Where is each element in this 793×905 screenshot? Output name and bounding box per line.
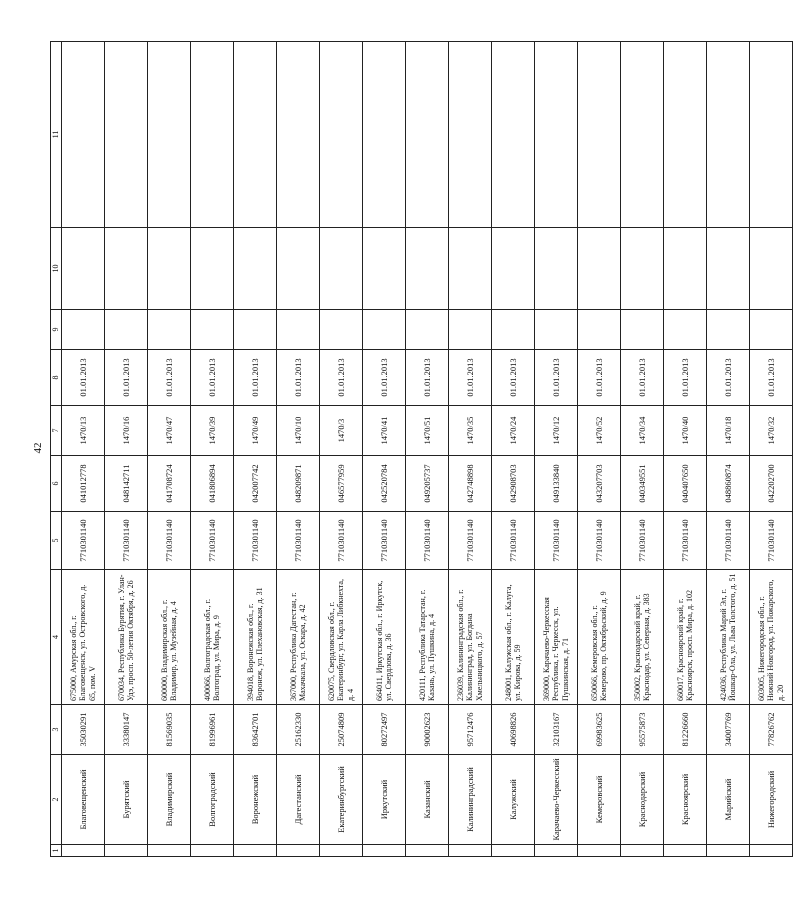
cell-kpp: 046577959 <box>320 456 363 512</box>
cell-empty-11 <box>707 42 750 228</box>
cell-kpp: 042520784 <box>363 456 406 512</box>
cell-address: 369000, Карачаево-Черкесская Республика, г. Черкесск, ул. Пушкинская, д. 71 <box>535 570 578 705</box>
cell-inn: 7710301140 <box>191 512 234 570</box>
cell-empty-11 <box>449 42 492 228</box>
cell-empty-9 <box>449 310 492 350</box>
cell-kpp: 040349551 <box>621 456 664 512</box>
table-row <box>664 42 707 857</box>
cell-kpp: 049205737 <box>406 456 449 512</box>
cell-registration-number: 1470/41 <box>363 406 406 456</box>
cell-address: 600000, Владимирская обл., г. Владимир, ул. Музейная, д. 4 <box>148 570 191 705</box>
table-row <box>320 42 363 857</box>
cell-empty-9 <box>363 310 406 350</box>
cell-index <box>234 845 277 857</box>
cell-okpo: 25074809 <box>320 705 363 755</box>
cell-empty-11 <box>62 42 105 228</box>
cell-branch-name: Владимирский <box>148 755 191 845</box>
cell-branch-name: Красноярский <box>664 755 707 845</box>
cell-branch-name: Воронежский <box>234 755 277 845</box>
cell-empty-11 <box>320 42 363 228</box>
cell-index <box>750 845 793 857</box>
table-row <box>406 42 449 857</box>
cell-date: 01.01.2013 <box>578 350 621 406</box>
cell-empty-11 <box>363 42 406 228</box>
cell-kpp: 049133840 <box>535 456 578 512</box>
cell-empty-11 <box>277 42 320 228</box>
cell-branch-name: Казанский <box>406 755 449 845</box>
cell-inn: 7710301140 <box>578 512 621 570</box>
cell-okpo: 83642701 <box>234 705 277 755</box>
cell-empty-11 <box>406 42 449 228</box>
cell-empty-9 <box>234 310 277 350</box>
cell-index <box>363 845 406 857</box>
cell-date: 01.01.2013 <box>621 350 664 406</box>
cell-empty-10 <box>234 228 277 310</box>
cell-registration-number: 1470/16 <box>105 406 148 456</box>
cell-date: 01.01.2013 <box>406 350 449 406</box>
cell-registration-number: 1470/52 <box>578 406 621 456</box>
cell-branch-name: Иркутский <box>363 755 406 845</box>
column-header: 8 <box>51 350 62 406</box>
cell-branch-name: Краснодарский <box>621 755 664 845</box>
column-header: 10 <box>51 228 62 310</box>
cell-address: 248001, Калужская обл., г. Калуга, ул. Кирова, д. 59 <box>492 570 535 705</box>
cell-kpp: 041806894 <box>191 456 234 512</box>
cell-okpo: 90002623 <box>406 705 449 755</box>
cell-empty-10 <box>320 228 363 310</box>
cell-empty-11 <box>191 42 234 228</box>
cell-empty-10 <box>707 228 750 310</box>
table-row <box>62 42 105 857</box>
cell-inn: 7710301140 <box>105 512 148 570</box>
cell-date: 01.01.2013 <box>707 350 750 406</box>
cell-registration-number: 1470/39 <box>191 406 234 456</box>
cell-empty-9 <box>578 310 621 350</box>
cell-okpo: 77826762 <box>750 705 793 755</box>
column-header: 2 <box>51 755 62 845</box>
cell-empty-10 <box>535 228 578 310</box>
table-row <box>707 42 750 857</box>
cell-empty-9 <box>191 310 234 350</box>
cell-address: 400066, Волгоградская обл., г. Волгоград, ул. Мира, д. 9 <box>191 570 234 705</box>
cell-inn: 7710301140 <box>707 512 750 570</box>
cell-empty-10 <box>750 228 793 310</box>
cell-empty-9 <box>621 310 664 350</box>
cell-empty-11 <box>234 42 277 228</box>
cell-registration-number: 1470/34 <box>621 406 664 456</box>
cell-okpo: 25162330 <box>277 705 320 755</box>
cell-registration-number: 1470/18 <box>707 406 750 456</box>
cell-empty-11 <box>664 42 707 228</box>
cell-date: 01.01.2013 <box>148 350 191 406</box>
cell-kpp: 041708724 <box>148 456 191 512</box>
cell-empty-11 <box>105 42 148 228</box>
cell-inn: 7710301140 <box>277 512 320 570</box>
cell-date: 01.01.2013 <box>191 350 234 406</box>
cell-empty-10 <box>148 228 191 310</box>
cell-okpo: 32103167 <box>535 705 578 755</box>
cell-branch-name: Дагестанский <box>277 755 320 845</box>
cell-empty-10 <box>664 228 707 310</box>
cell-address: 664011, Иркутская обл., г. Иркутск, ул. Свердлова, д. 36 <box>363 570 406 705</box>
table-row <box>234 42 277 857</box>
cell-address: 620075, Свердловская обл., г. Екатеринбург, ул. Карла Либкнехта, д. 4 <box>320 570 363 705</box>
cell-kpp: 043207703 <box>578 456 621 512</box>
cell-inn: 7710301140 <box>535 512 578 570</box>
cell-empty-10 <box>62 228 105 310</box>
cell-address: 660017, Красноярский край, г. Красноярск, просп. Мира, д. 102 <box>664 570 707 705</box>
cell-registration-number: 1470/40 <box>664 406 707 456</box>
cell-date: 01.01.2013 <box>492 350 535 406</box>
table-row <box>750 42 793 857</box>
cell-branch-name: Калужский <box>492 755 535 845</box>
rotated-table-wrapper <box>50 42 785 857</box>
cell-registration-number: 1470/32 <box>750 406 793 456</box>
cell-address: 350002, Краснодарский край, г. Краснодар, ул. Северная, д. 383 <box>621 570 664 705</box>
cell-date: 01.01.2013 <box>234 350 277 406</box>
cell-empty-9 <box>277 310 320 350</box>
cell-empty-10 <box>363 228 406 310</box>
cell-empty-10 <box>621 228 664 310</box>
cell-okpo: 34007769 <box>707 705 750 755</box>
cell-address: 650066, Кемеровская обл., г. Кемерово, пр. Октябрьский, д. 9 <box>578 570 621 705</box>
cell-registration-number: 1470/10 <box>277 406 320 456</box>
cell-empty-10 <box>191 228 234 310</box>
cell-date: 01.01.2013 <box>535 350 578 406</box>
cell-okpo: 81226660 <box>664 705 707 755</box>
cell-empty-10 <box>105 228 148 310</box>
cell-empty-9 <box>320 310 363 350</box>
cell-empty-9 <box>105 310 148 350</box>
cell-kpp: 042007742 <box>234 456 277 512</box>
cell-kpp: 048860874 <box>707 456 750 512</box>
cell-address: 670034, Республика Бурятия, г. Улан-Удэ, просп. 50-летия Октября, д. 26 <box>105 570 148 705</box>
cell-date: 01.01.2013 <box>363 350 406 406</box>
column-header: 7 <box>51 406 62 456</box>
cell-index <box>492 845 535 857</box>
cell-empty-9 <box>406 310 449 350</box>
cell-okpo: 35030291 <box>62 705 105 755</box>
cell-address: 675000, Амурская обл., г. Благовещенск, ул. Островского, д. 65, пом. V <box>62 570 105 705</box>
cell-branch-name: Марийский <box>707 755 750 845</box>
table-row <box>621 42 664 857</box>
cell-registration-number: 1470/3 <box>320 406 363 456</box>
column-header: 5 <box>51 512 62 570</box>
cell-branch-name: Благовещенский <box>62 755 105 845</box>
cell-inn: 7710301140 <box>449 512 492 570</box>
cell-index <box>277 845 320 857</box>
table-row <box>105 42 148 857</box>
table-row <box>148 42 191 857</box>
cell-okpo: 40698826 <box>492 705 535 755</box>
column-header: 4 <box>51 570 62 705</box>
cell-kpp: 041012778 <box>62 456 105 512</box>
cell-okpo: 69983625 <box>578 705 621 755</box>
cell-date: 01.01.2013 <box>449 350 492 406</box>
branches-table <box>50 41 793 857</box>
cell-address: 420111, Республика Татарстан, г. Казань, ул. Пушкина, д. 4 <box>406 570 449 705</box>
cell-empty-9 <box>148 310 191 350</box>
column-header: 9 <box>51 310 62 350</box>
cell-empty-11 <box>148 42 191 228</box>
cell-inn: 7710301140 <box>234 512 277 570</box>
table-row <box>535 42 578 857</box>
cell-index <box>62 845 105 857</box>
cell-inn: 7710301140 <box>320 512 363 570</box>
cell-inn: 7710301140 <box>750 512 793 570</box>
cell-date: 01.01.2013 <box>105 350 148 406</box>
cell-branch-name: Бурятский <box>105 755 148 845</box>
cell-empty-10 <box>492 228 535 310</box>
cell-kpp: 048142711 <box>105 456 148 512</box>
cell-index <box>148 845 191 857</box>
cell-empty-11 <box>535 42 578 228</box>
cell-branch-name: Кемеровский <box>578 755 621 845</box>
cell-okpo: 80272497 <box>363 705 406 755</box>
cell-empty-10 <box>277 228 320 310</box>
cell-date: 01.01.2013 <box>62 350 105 406</box>
cell-inn: 7710301140 <box>492 512 535 570</box>
cell-registration-number: 1470/35 <box>449 406 492 456</box>
cell-empty-10 <box>406 228 449 310</box>
cell-index <box>320 845 363 857</box>
cell-empty-9 <box>750 310 793 350</box>
cell-inn: 7710301140 <box>664 512 707 570</box>
cell-address: 603005, Нижегородская обл., г. Нижний Новгород, ул. Пожарского, д. 20 <box>750 570 793 705</box>
table-row <box>492 42 535 857</box>
cell-registration-number: 1470/51 <box>406 406 449 456</box>
cell-index <box>406 845 449 857</box>
cell-inn: 7710301140 <box>62 512 105 570</box>
cell-empty-10 <box>449 228 492 310</box>
cell-date: 01.01.2013 <box>320 350 363 406</box>
cell-address: 367000, Республика Дагестан, г. Махачкала, ул. Оскара, д. 42 <box>277 570 320 705</box>
cell-empty-10 <box>578 228 621 310</box>
cell-branch-name: Калининградский <box>449 755 492 845</box>
table-row <box>578 42 621 857</box>
cell-index <box>664 845 707 857</box>
page-number: 42 <box>32 442 44 454</box>
column-header: 1 <box>51 845 62 857</box>
cell-branch-name: Екатеринбургский <box>320 755 363 845</box>
cell-okpo: 95575873 <box>621 705 664 755</box>
cell-kpp: 040407650 <box>664 456 707 512</box>
table-row <box>191 42 234 857</box>
table-row <box>449 42 492 857</box>
cell-inn: 7710301140 <box>406 512 449 570</box>
cell-okpo: 81996961 <box>191 705 234 755</box>
cell-index <box>191 845 234 857</box>
cell-registration-number: 1470/24 <box>492 406 535 456</box>
cell-index <box>449 845 492 857</box>
cell-registration-number: 1470/47 <box>148 406 191 456</box>
cell-empty-9 <box>707 310 750 350</box>
cell-date: 01.01.2013 <box>750 350 793 406</box>
cell-inn: 7710301140 <box>363 512 406 570</box>
cell-empty-9 <box>664 310 707 350</box>
column-header: 11 <box>51 42 62 228</box>
column-header: 6 <box>51 456 62 512</box>
cell-date: 01.01.2013 <box>664 350 707 406</box>
cell-inn: 7710301140 <box>621 512 664 570</box>
cell-date: 01.01.2013 <box>277 350 320 406</box>
cell-index <box>621 845 664 857</box>
cell-okpo: 81569035 <box>148 705 191 755</box>
cell-empty-9 <box>62 310 105 350</box>
cell-registration-number: 1470/12 <box>535 406 578 456</box>
table-row <box>277 42 320 857</box>
column-number-row <box>51 42 62 857</box>
cell-empty-11 <box>750 42 793 228</box>
cell-index <box>707 845 750 857</box>
cell-registration-number: 1470/49 <box>234 406 277 456</box>
cell-empty-9 <box>492 310 535 350</box>
cell-kpp: 042202700 <box>750 456 793 512</box>
cell-empty-11 <box>492 42 535 228</box>
cell-kpp: 042748898 <box>449 456 492 512</box>
cell-inn: 7710301140 <box>148 512 191 570</box>
cell-branch-name: Нижегородский <box>750 755 793 845</box>
cell-registration-number: 1470/13 <box>62 406 105 456</box>
cell-empty-9 <box>535 310 578 350</box>
cell-address: 424036, Республика Марий Эл, г. Йошкар-Ола, ул. Льва Толстого, д. 51 <box>707 570 750 705</box>
cell-empty-11 <box>578 42 621 228</box>
cell-index <box>105 845 148 857</box>
cell-empty-11 <box>621 42 664 228</box>
cell-index <box>535 845 578 857</box>
cell-address: 394018, Воронежская обл., г. Воронеж, ул. Плехановская, д. 31 <box>234 570 277 705</box>
cell-okpo: 33380147 <box>105 705 148 755</box>
cell-branch-name: Волгоградский <box>191 755 234 845</box>
cell-kpp: 042908703 <box>492 456 535 512</box>
cell-index <box>578 845 621 857</box>
cell-okpo: 95712476 <box>449 705 492 755</box>
column-header: 3 <box>51 705 62 755</box>
table-row <box>363 42 406 857</box>
cell-address: 236039, Калининградская обл., г. Калининград, ул. Богдана Хмельницкого, д. 57 <box>449 570 492 705</box>
cell-branch-name: Карачаево-Черкесский <box>535 755 578 845</box>
cell-kpp: 048209871 <box>277 456 320 512</box>
